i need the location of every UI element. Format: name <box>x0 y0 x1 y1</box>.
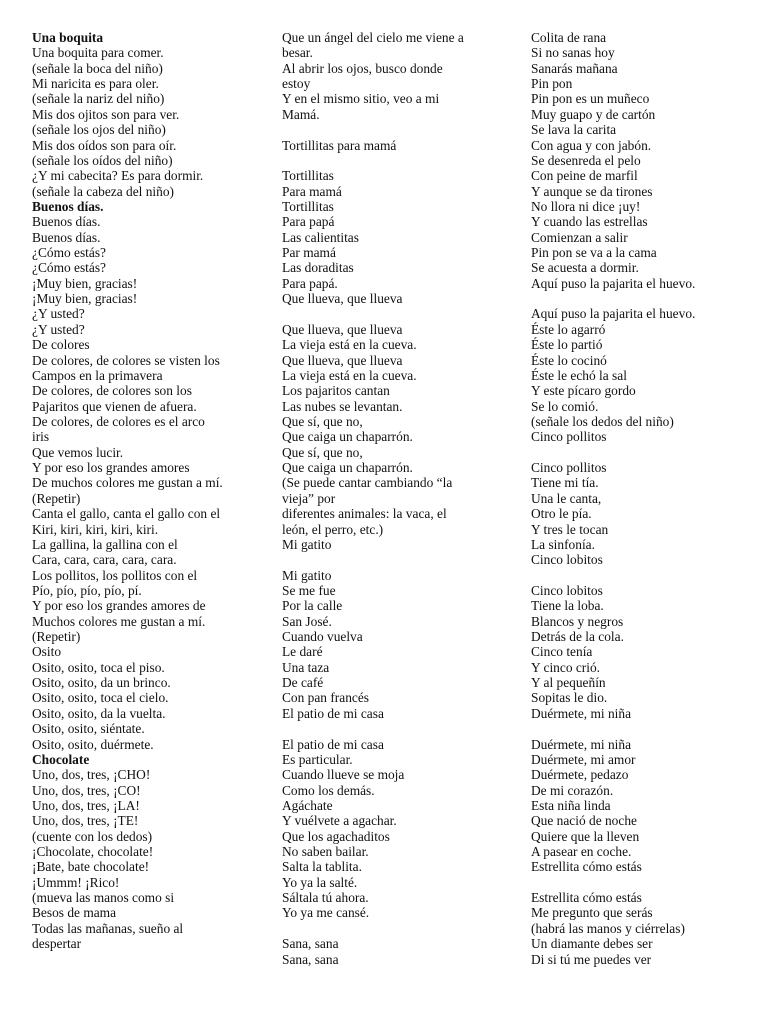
text-line: Mi gatito <box>282 567 332 583</box>
text-line: Uno, dos, tres, ¡CHO! <box>32 767 151 783</box>
text-line: De colores <box>32 337 90 353</box>
text-line: El patio de mi casa <box>282 736 384 752</box>
text-line: Las doraditas <box>282 260 354 276</box>
text-line: Osito, osito, da la vuelta. <box>32 705 166 721</box>
text-line: (habrá las manos y ciérrelas) <box>531 920 685 936</box>
text-line: Que los agachaditos <box>282 828 390 844</box>
text-line: Cinco pollitos <box>531 460 607 476</box>
text-line: De colores, de colores son los <box>32 383 192 399</box>
text-line: Una taza <box>282 659 330 675</box>
text-line: Y aunque se da tirones <box>531 183 653 199</box>
text-line: Que llueva, que llueva <box>282 291 403 307</box>
text-line: Y por eso los grandes amores de <box>32 598 206 614</box>
blank-line <box>282 552 504 567</box>
text-line: (cuente con los dedos) <box>32 828 153 844</box>
text-line: Osito, osito, toca el cielo. <box>32 690 169 706</box>
text-line: Tortillitas <box>282 168 334 184</box>
text-line: ¡Chocolate, chocolate! <box>32 844 154 860</box>
text-line: Que llueva, que llueva <box>282 352 403 368</box>
text-line: ¿Cómo estás? <box>32 260 107 276</box>
blank-line <box>531 291 756 306</box>
text-line: Osito, osito, toca el piso. <box>32 659 165 675</box>
text-line: Pin pon es un muñeco <box>531 91 650 107</box>
text-line: Las calientitas <box>282 229 359 245</box>
blank-line <box>282 306 504 321</box>
text-line: (señale la nariz del niño) <box>32 91 165 107</box>
text-line: Duérmete, mi amor <box>531 751 636 767</box>
text-line: Buenos días. <box>32 229 101 245</box>
text-line: (Se puede cantar cambiando “la <box>282 475 453 491</box>
text-line: Yo ya me cansé. <box>282 905 370 921</box>
text-line: Kiri, kiri, kiri, kiri, kiri. <box>32 521 159 537</box>
text-line: San José. <box>282 613 332 629</box>
text-line: No llora ni dice ¡uy! <box>531 198 641 214</box>
text-line: Estrellita cómo estás <box>531 859 642 875</box>
text-line: Campos en la primavera <box>32 367 163 383</box>
text-line: Cinco tenía <box>531 644 593 660</box>
text-line: Se me fue <box>282 582 336 598</box>
text-line: iris <box>32 429 50 445</box>
song-title: Buenos días. <box>32 198 104 214</box>
text-line: (señale la boca del niño) <box>32 60 163 76</box>
text-line: Y este pícaro gordo <box>531 383 636 399</box>
text-line: Mi naricita es para oler. <box>32 76 159 92</box>
text-line: Mis dos oídos son para oír. <box>32 137 177 153</box>
text-line: Otro le pía. <box>531 506 592 522</box>
text-line: Éste lo agarró <box>531 321 606 337</box>
text-line: Para papá. <box>282 275 338 291</box>
text-line: Yo ya la salté. <box>282 874 358 890</box>
text-line: Estrellita cómo estás <box>531 890 642 906</box>
text-line: ¡Muy bien, gracias! <box>32 291 138 307</box>
text-line: Duérmete, mi niña <box>531 736 632 752</box>
text-line: Los pollitos, los pollitos con el <box>32 567 198 583</box>
text-line: Se lo comió. <box>531 398 599 414</box>
text-line: Y por eso los grandes amores <box>32 460 190 476</box>
text-line: Cinco lobitos <box>531 582 603 598</box>
blank-line <box>531 568 756 583</box>
blank-line <box>531 875 756 890</box>
text-line: ¿Y usted? <box>32 321 85 337</box>
text-line: Di si tú me puedes ver <box>531 951 652 967</box>
text-line: besar. <box>282 45 313 61</box>
text-line: De colores, de colores se visten los <box>32 352 220 368</box>
text-line: Es particular. <box>282 751 353 767</box>
text-line: Se desenreda el pelo <box>531 152 641 168</box>
text-line: Buenos días. <box>32 214 101 230</box>
text-line: (señale la cabeza del niño) <box>32 183 175 199</box>
text-line: Duérmete, pedazo <box>531 767 629 783</box>
text-line: Pajaritos que vienen de afuera. <box>32 398 197 414</box>
text-line: Por la calle <box>282 598 343 614</box>
text-line: De muchos colores me gustan a mí. <box>32 475 223 491</box>
text-line: Osito, osito, siéntate. <box>32 721 145 737</box>
text-line: Que sí, que no, <box>282 444 363 460</box>
text-line: Y cuando las estrellas <box>531 214 648 230</box>
text-line: Y vuélvete a agachar. <box>282 813 397 829</box>
text-line: Osito, osito, da un brinco. <box>32 675 171 691</box>
text-line: De mi corazón. <box>531 782 614 798</box>
text-line: vieja” por <box>282 490 336 506</box>
text-line: Le daré <box>282 644 323 660</box>
text-line: Colita de rana <box>531 30 607 45</box>
blank-line <box>531 445 756 460</box>
text-line: Y al pequeñín <box>531 675 606 691</box>
text-line: Cinco lobitos <box>531 552 603 568</box>
text-line: ¡Ummm! ¡Rico! <box>32 874 120 890</box>
text-line: (señale los dedos del niño) <box>531 413 674 429</box>
text-line: Mis dos ojitos son para ver. <box>32 106 180 122</box>
text-line: No saben bailar. <box>282 844 369 860</box>
text-line: Un diamante debes ser <box>531 936 653 952</box>
text-line: Las nubes se levantan. <box>282 398 403 414</box>
text-line: Y tres le tocan <box>531 521 609 537</box>
text-line: Canta el gallo, canta el gallo con el <box>32 506 221 522</box>
text-line: ¿Y mi cabecita? Es para dormir. <box>32 168 204 184</box>
text-line: Que nació de noche <box>531 813 637 829</box>
text-line: Cinco pollitos <box>531 429 607 445</box>
text-line: De café <box>282 675 324 691</box>
text-line: Uno, dos, tres, ¡TE! <box>32 813 139 829</box>
text-line: (Repetir) <box>32 490 81 506</box>
text-line: Duérmete, mi niña <box>531 705 632 721</box>
text-line: Detrás de la cola. <box>531 629 624 645</box>
text-line: Aquí puso la pajarita el huevo. <box>531 275 696 291</box>
text-line: Se acuesta a dormir. <box>531 260 639 276</box>
text-line: Muchos colores me gustan a mí. <box>32 613 206 629</box>
text-line: Y en el mismo sitio, veo a mi <box>282 91 440 107</box>
text-line: estoy <box>282 76 311 92</box>
text-line: Tiene la loba. <box>531 598 604 614</box>
text-line: Todas las mañanas, sueño al <box>32 920 184 936</box>
text-line: Que caiga un chaparrón. <box>282 460 413 476</box>
text-line: La vieja está en la cueva. <box>282 367 417 383</box>
text-line: Quiere que la lleven <box>531 828 640 844</box>
song-title: Chocolate <box>32 751 90 767</box>
text-column-3 <box>531 30 756 967</box>
text-column-1 <box>32 30 264 952</box>
text-column-2 <box>282 30 504 967</box>
text-line: Que caiga un chaparrón. <box>282 429 413 445</box>
text-line: Con agua y con jabón. <box>531 137 652 153</box>
text-line: Que llueva, que llueva <box>282 321 403 337</box>
text-line: (Repetir) <box>32 629 81 645</box>
text-line: A pasear en coche. <box>531 844 632 860</box>
text-line: diferentes animales: la vaca, el <box>282 506 447 522</box>
text-line: Mi gatito <box>282 536 332 552</box>
text-line: Par mamá <box>282 245 336 261</box>
text-line: Sáltala tú ahora. <box>282 890 369 906</box>
text-line: Para mamá <box>282 183 342 199</box>
text-line: Los pajaritos cantan <box>282 383 390 399</box>
text-line: Pin pon se va a la cama <box>531 245 657 261</box>
text-line: Se lava la carita <box>531 122 617 138</box>
text-line: Aquí puso la pajarita el huevo. <box>531 306 696 322</box>
text-line: Cuando vuelva <box>282 629 363 645</box>
text-line: Tortillitas para mamá <box>282 137 397 153</box>
text-line: Una le canta, <box>531 490 602 506</box>
text-line: Pin pon <box>531 76 573 92</box>
text-line: El patio de mi casa <box>282 705 384 721</box>
blank-line <box>282 153 504 168</box>
text-line: Pío, pío, pío, pío, pí. <box>32 582 142 598</box>
text-line: Si no sanas hoy <box>531 45 615 61</box>
text-line: Muy guapo y de cartón <box>531 106 656 122</box>
text-line: Mamá. <box>282 106 320 122</box>
text-line: Besos de mama <box>32 905 117 921</box>
text-line: Cara, cara, cara, cara, cara. <box>32 552 177 568</box>
song-title: Una boquita <box>32 30 104 45</box>
text-line: Uno, dos, tres, ¡LA! <box>32 797 140 813</box>
text-line: ¡Muy bien, gracias! <box>32 275 138 291</box>
text-line: Comienzan a salir <box>531 229 628 245</box>
text-line: Sanarás mañana <box>531 60 618 76</box>
text-line: Tortillitas <box>282 198 334 214</box>
text-line: La gallina, la gallina con el <box>32 536 178 552</box>
blank-line <box>282 122 504 137</box>
text-line: ¡Bate, bate chocolate! <box>32 859 150 875</box>
text-line: Que un ángel del cielo me viene a <box>282 30 464 45</box>
text-line: Como los demás. <box>282 782 375 798</box>
text-line: De colores, de colores es el arco <box>32 413 205 429</box>
text-line: Con pan francés <box>282 690 370 706</box>
text-line: Esta niña linda <box>531 797 611 813</box>
text-line: Que sí, que no, <box>282 413 363 429</box>
text-line: ¿Cómo estás? <box>32 245 107 261</box>
text-line: Que vemos lucir. <box>32 444 124 460</box>
text-line: león, el perro, etc.) <box>282 521 384 537</box>
text-line: Sana, sana <box>282 951 339 967</box>
blank-line <box>531 721 756 736</box>
blank-line <box>282 721 504 736</box>
text-line: Osito <box>32 644 62 660</box>
text-line: Osito, osito, duérmete. <box>32 736 154 752</box>
text-line: Una boquita para comer. <box>32 45 164 61</box>
text-line: Con peine de marfil <box>531 168 638 184</box>
text-line: Uno, dos, tres, ¡CO! <box>32 782 141 798</box>
blank-line <box>282 921 504 936</box>
text-line: Sana, sana <box>282 936 339 952</box>
text-line: (señale los oídos del niño) <box>32 152 173 168</box>
text-line: Y cinco crió. <box>531 659 601 675</box>
text-line: Éste lo partió <box>531 337 603 353</box>
text-line: Cuando llueve se moja <box>282 767 405 783</box>
text-line: Me pregunto que serás <box>531 905 653 921</box>
text-line: ¿Y usted? <box>32 306 85 322</box>
text-line: La vieja está en la cueva. <box>282 337 417 353</box>
text-line: Salta la tablita. <box>282 859 362 875</box>
text-line: despertar <box>32 936 82 952</box>
text-line: Tiene mi tía. <box>531 475 599 491</box>
text-line: (señale los ojos del niño) <box>32 122 166 138</box>
text-line: Agáchate <box>282 797 333 813</box>
text-line: Éste lo cocinó <box>531 352 607 368</box>
text-line: Éste le echó la sal <box>531 367 627 383</box>
text-line: La sinfonía. <box>531 536 595 552</box>
text-line: Sopitas le dio. <box>531 690 608 706</box>
text-line: (mueva las manos como si <box>32 890 175 906</box>
text-line: Para papá <box>282 214 335 230</box>
text-line: Blancos y negros <box>531 613 624 629</box>
text-line: Al abrir los ojos, busco donde <box>282 60 443 76</box>
